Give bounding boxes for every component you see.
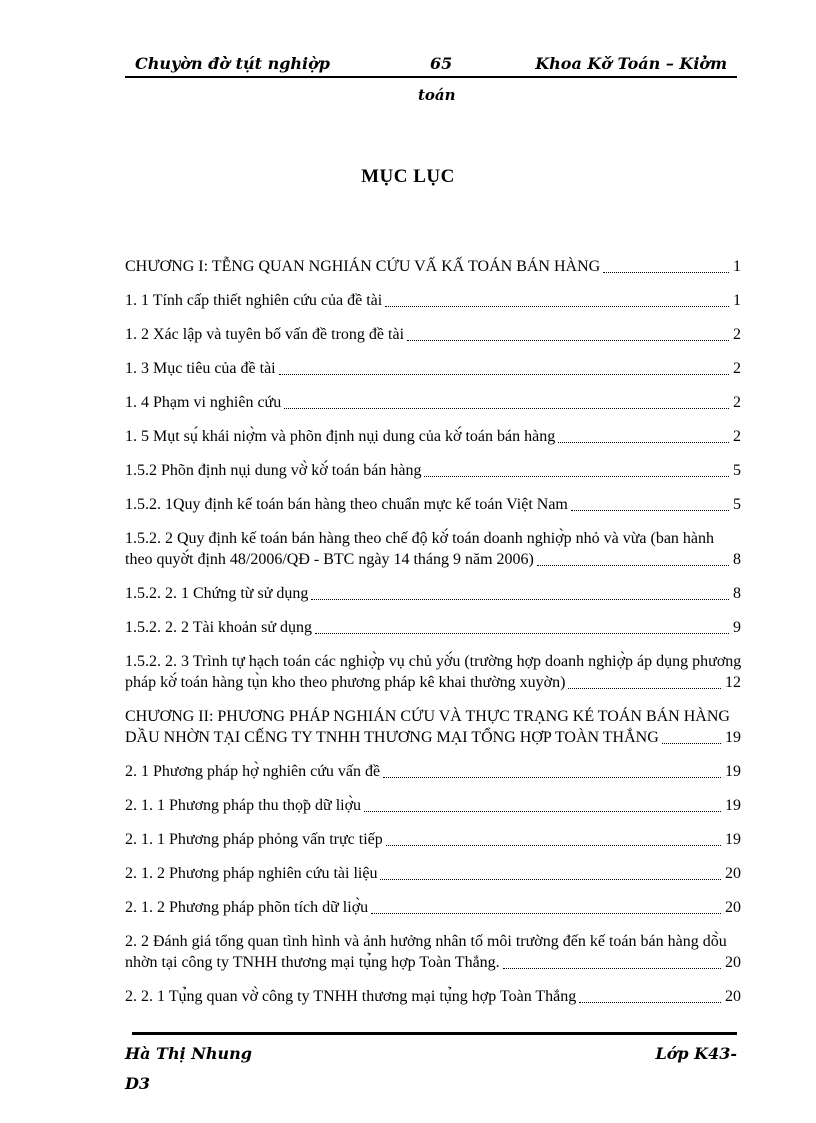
toc-entry[interactable]	[125, 528, 743, 570]
toc-entry-page: 8	[733, 551, 741, 568]
toc-entry-text: 1. 1 Tính cấp thiết nghiên cứu của đề tài	[125, 292, 383, 309]
toc-entry-page: 5	[733, 496, 741, 513]
header-faculty-wrap: toán	[418, 86, 456, 104]
footer-class: Lớp K43-	[655, 1044, 737, 1063]
toc-entry-page: 5	[733, 462, 741, 479]
table-of-contents	[125, 256, 743, 1020]
toc-entry[interactable]	[125, 583, 743, 604]
footer-divider	[132, 1032, 737, 1035]
toc-entry-text: 1.5.2. 2 Quy định kế toán bán hàng theo chế độ kờ́ toán doanh nghiợ̀p nhỏ và vừa (ban hành theo quyờ́t định 48/2006/QĐ - BTC ngày 14 tháng 9 năm 2006)	[125, 530, 715, 568]
footer-class-wrap: D3	[125, 1074, 151, 1093]
toc-entry[interactable]	[125, 706, 743, 748]
toc-entry[interactable]	[125, 651, 743, 693]
toc-entry[interactable]	[125, 426, 743, 447]
toc-entry[interactable]	[125, 256, 743, 277]
toc-entry-text: 1. 2 Xác lập và tuyên bố vấn đề trong đề tài	[125, 326, 405, 343]
toc-entry[interactable]	[125, 829, 743, 850]
toc-entry-page: 19	[725, 763, 741, 780]
toc-entry-page: 1	[733, 258, 741, 275]
page-header	[125, 50, 737, 76]
toc-entry-page: 2	[733, 394, 741, 411]
toc-entry[interactable]	[125, 358, 743, 379]
page-title: MỤC LỤC	[361, 166, 455, 187]
toc-entry-page: 19	[725, 797, 741, 814]
toc-entry[interactable]	[125, 494, 743, 515]
header-faculty-label: Khoa Kờ́ Toán – Kiờ̉m	[535, 54, 727, 73]
toc-entry-text: 1. 5 Mụt sụ́ khái niợ̀m và phõn định nụ̣i dung của kờ́ toán bán hàng	[125, 428, 556, 445]
toc-entry[interactable]	[125, 290, 743, 311]
toc-entry-text: 2. 1. 1 Phương pháp phỏng vấn trực tiếp	[125, 831, 383, 848]
toc-entry[interactable]	[125, 460, 743, 481]
toc-entry-page: 20	[725, 899, 741, 916]
toc-entry-page: 2	[733, 428, 741, 445]
toc-entry-page: 20	[725, 988, 741, 1005]
toc-entry-text: 2. 1. 2 Phương pháp nghiên cứu tài liệu	[125, 865, 378, 882]
toc-entry[interactable]	[125, 931, 743, 973]
toc-entry-page: 1	[733, 292, 741, 309]
header-divider	[125, 76, 737, 78]
footer-author: Hà Thị Nhung	[125, 1044, 252, 1063]
toc-entry-text: 1.5.2. 2. 1 Chứng từ sử dụng	[125, 585, 309, 602]
toc-entry-page: 8	[733, 585, 741, 602]
toc-entry[interactable]	[125, 324, 743, 345]
toc-entry-text: 1.5.2. 1Quy định kế toán bán hàng theo chuẩn mực kế toán Việt Nam	[125, 496, 568, 513]
toc-entry-text: 1.5.2. 2. 2 Tài khoản sử dụng	[125, 619, 313, 636]
toc-entry-page: 12	[725, 674, 741, 691]
toc-entry-text: 2. 1. 2 Phương pháp phõn tích dữ liợ̀u	[125, 899, 369, 916]
toc-entry-page: 2	[733, 326, 741, 343]
toc-entry-text: 1.5.2 Phõn định nụ̣i dung vờ̀ kờ́ toán bán hàng	[125, 462, 422, 479]
toc-entry-text: 1.5.2. 2. 3 Trình tự hạch toán các nghiợ̀p vụ chủ yờ́u (trường hợp doanh nghiợ̀p áp dụng phương pháp kờ́ toán hàng tụ̀n kho theo phương pháp kê khai thường xuyờn)	[125, 653, 742, 691]
toc-entry-text: 2. 2. 1 Tụ̉ng quan vờ̀ công ty TNHH thương mại tụ̉ng hợp Toàn Thắng	[125, 988, 577, 1005]
toc-entry-text: 2. 1. 1 Phương pháp thu thọ̃p dữ liợ̀u	[125, 797, 362, 814]
toc-entry[interactable]	[125, 863, 743, 884]
toc-entry-page: 2	[733, 360, 741, 377]
toc-entry-text: 2. 2 Đánh giá tổng quan tình hình và ảnh hưởng nhân tố môi trường đến kế toán bán hàng dõ̀u nhờn tại công ty TNHH thương mại tụ̉ng hợp Toàn Thắng.	[125, 933, 727, 971]
toc-entry[interactable]	[125, 986, 743, 1007]
toc-entry[interactable]	[125, 761, 743, 782]
toc-entry-text: CHƯƠNG II: PHƯƠNG PHÁP NGHIÁN CỨU VÀ THỰC TRẠNG KÉ TOÁN BÁN HÀNG DẦU NHỜN TẠI CẾNG TY TNHH THƯƠNG MẠI TỔNG HỢP TOÀN THẮNG	[125, 708, 730, 746]
toc-entry-page: 20	[725, 954, 741, 971]
toc-entry[interactable]	[125, 897, 743, 918]
toc-entry[interactable]	[125, 392, 743, 413]
toc-entry-page: 19	[725, 729, 741, 746]
toc-entry-page: 9	[733, 619, 741, 636]
toc-entry-text: 2. 1 Phương pháp hợ̀ nghiên cứu vấn đề	[125, 763, 381, 780]
toc-entry[interactable]	[125, 617, 743, 638]
toc-entry-page: 20	[725, 865, 741, 882]
toc-entry-text: CHƯƠNG I: TỄNG QUAN NGHIÁN CỨU VẤ KẤ TOÁN BÁN HÀNG	[125, 258, 601, 275]
header-thesis-label: Chuyờn đờ̀ tụ́t nghiợ̀p	[135, 54, 330, 73]
toc-entry[interactable]	[125, 795, 743, 816]
toc-entry-page: 19	[725, 831, 741, 848]
header-page-number: 65	[430, 54, 453, 73]
toc-entry-text: 1. 4 Phạm vi nghiên cứu	[125, 394, 282, 411]
toc-entry-text: 1. 3 Mục tiêu của đề tài	[125, 360, 276, 377]
